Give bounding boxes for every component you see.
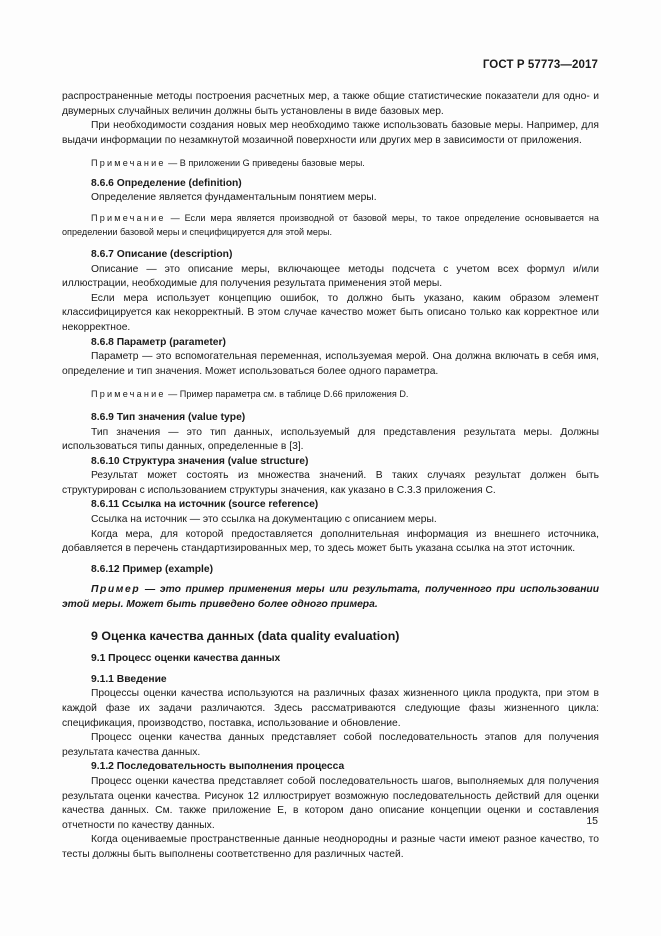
paragraph: Определение является фундаментальным понятием меры. bbox=[91, 192, 377, 204]
note bbox=[62, 388, 599, 402]
section-heading: 8.6.6 Определение (definition) bbox=[91, 177, 242, 189]
note bbox=[62, 157, 599, 171]
note bbox=[62, 212, 599, 239]
section-heading: 8.6.10 Структура значения (value structure) bbox=[91, 455, 309, 467]
note-text: — Если мера является производной от базовой меры, то такое определение основывается на определении базовой меры и специфицируется для этой меры. bbox=[62, 213, 599, 237]
paragraph: Описание — это описание меры, включающее методы подсчета с учетом всех формул и/или иллюстрации, необходимые для получения результата применения этой меры. bbox=[62, 263, 599, 290]
section-heading: 9.1.2 Последовательность выполнения процесса bbox=[91, 761, 345, 773]
section-heading: 8.6.9 Тип значения (value type) bbox=[91, 411, 246, 423]
paragraph: Когда мера, для которой предоставляется дополнительная информация из внешнего источника, добавляется в перечень стандартизированных мер, то здесь может быть указана ссылка на этот источник. bbox=[62, 528, 599, 555]
section-heading: 8.6.11 Ссылка на источник (source reference) bbox=[91, 499, 319, 511]
section-heading: 8.6.8 Параметр (parameter) bbox=[91, 336, 226, 348]
paragraph: Процессы оценки качества используются на различных фазах жизненного цикла продукта, при этом в каждой фазе их задачи различаются. Здесь рассматриваются следующие фазы жизненного цикла: спецификация, производство, поставка, использование и обновление. bbox=[62, 688, 599, 729]
section-heading: 9.1 Процесс оценки качества данных bbox=[91, 653, 281, 665]
paragraph: Когда оцениваемые пространственные данные неоднородны и разные части имеют разное качество, то тесты должны быть выполнены соответственно для различных частей. bbox=[62, 834, 599, 860]
section-heading: 9.1.1 Введение bbox=[91, 673, 167, 685]
paragraph: Тип значения — это тип данных, используемый для представления результата меры. Должны использоваться типы данных, определенные в [3]. bbox=[62, 426, 599, 453]
example-label: Пример bbox=[91, 584, 141, 596]
paragraph: Параметр — это вспомогательная переменная, используемая мерой. Она должна включать в себя имя, определение и тип значения. Может использоваться более одного параметра. bbox=[62, 351, 599, 377]
section-heading: 8.6.12 Пример (example) bbox=[91, 563, 214, 575]
paragraph: Процесс оценки качества данных представляет собой последовательность этапов для получения результата качества данных. bbox=[62, 732, 599, 758]
paragraph: Ссылка на источник — это ссылка на документацию с описанием меры. bbox=[91, 514, 437, 526]
paragraph: распространенные методы построения расчетных мер, а также общие статистические показатели для одно- и двумерных случайных величин должны быть установлены в виде базовых мер. bbox=[62, 91, 599, 117]
chapter-title: 9 Оценка качества данных (data quality evaluation) bbox=[91, 628, 400, 643]
example bbox=[62, 583, 599, 612]
document-header: ГОСТ Р 57773—2017 bbox=[482, 59, 598, 71]
paragraph: Процесс оценки качества представляет собой последовательность шагов, выполняемых для получения результата оценки качества. Рисунок 12 иллюстрирует возможную последовательность действий для оценки качества данных. См. также приложение Е, в котором дано описание концепции оценки и составления отчетности по качеству данных. bbox=[62, 775, 599, 831]
note-label: Примечание bbox=[91, 389, 166, 400]
page-number: 15 bbox=[586, 815, 598, 827]
paragraph: Если мера использует концепцию ошибок, то должно быть указано, каким образом элемент классифицируется как некорректный. В этом случае качество может быть описано только как корректное или некорректное. bbox=[62, 292, 599, 334]
paragraph: При необходимости создания новых мер необходимо также использовать базовые меры. Например, для выдачи информации по незамкнутой мозаичной поверхности или других мер в зависимости от приложения. bbox=[62, 120, 599, 146]
note-label: Примечание bbox=[91, 158, 166, 169]
page-body bbox=[62, 90, 599, 863]
paragraph: Результат может состоять из множества значений. В таких случаях результат должен быть структурирован с использованием структуры значения, как указано в C.3.3 приложения С. bbox=[62, 470, 599, 496]
note-label: Примечание bbox=[91, 213, 166, 224]
note-text: — Пример параметра см. в таблице D.66 приложения D. bbox=[165, 389, 409, 400]
section-heading: 8.6.7 Описание (description) bbox=[91, 249, 233, 261]
example-text: — это пример применения меры или результата, полученного при использовании этой меры. Может быть приведено более одного примера. bbox=[62, 584, 599, 611]
note-text: — В приложении G приведены базовые меры. bbox=[165, 158, 365, 169]
